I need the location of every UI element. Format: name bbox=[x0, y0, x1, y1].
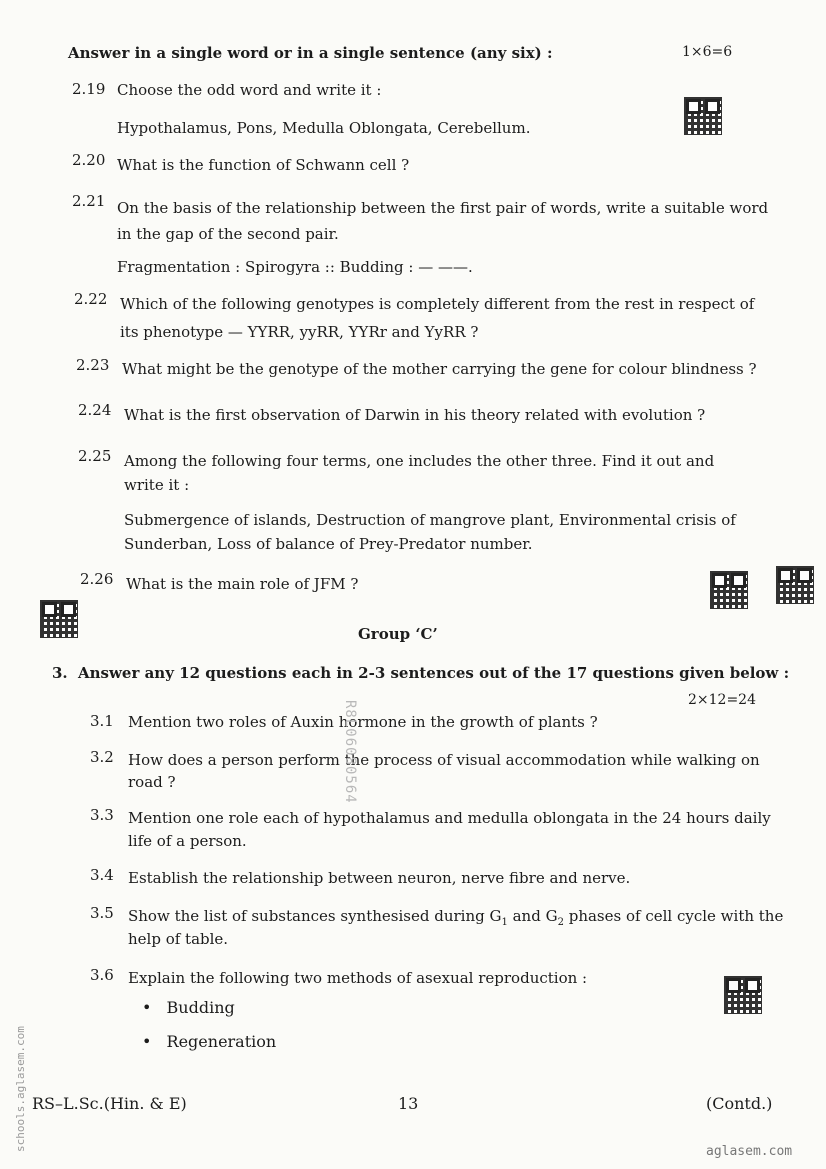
question-text: What might be the genotype of the mother carrying the gene for colour blindness ? bbox=[122, 360, 757, 378]
section-heading: Answer in a single word or in a single sentence (any six) : bbox=[68, 44, 553, 62]
qr-code-icon bbox=[724, 976, 762, 1014]
question-number: 2.19 bbox=[72, 80, 106, 98]
qr-code-icon bbox=[710, 571, 748, 609]
watermark-code: R8L06080564 bbox=[342, 700, 358, 804]
question-number: 2.21 bbox=[72, 192, 106, 210]
qr-code-icon bbox=[40, 600, 78, 638]
question-text: What is the main role of JFM ? bbox=[126, 575, 359, 593]
question-text: Establish the relationship between neuron, nerve fibre and nerve. bbox=[128, 869, 631, 887]
question-text: On the basis of the relationship between the first pair of words, write a suitable word bbox=[117, 199, 769, 217]
question-text: What is the first observation of Darwin in his theory related with evolution ? bbox=[124, 406, 706, 424]
question-text-cont: in the gap of the second pair. bbox=[117, 225, 339, 243]
question-text: Among the following four terms, one includes the other three. Find it out and bbox=[124, 452, 715, 470]
question-text: What is the function of Schwann cell ? bbox=[117, 156, 410, 174]
question-text: Mention two roles of Auxin hormone in the growth of plants ? bbox=[128, 713, 598, 731]
group-title: Group ‘C’ bbox=[358, 625, 438, 643]
section-marks: 1×6=6 bbox=[682, 44, 733, 60]
qr-code-icon bbox=[684, 97, 722, 135]
question-number: 2.25 bbox=[78, 447, 112, 465]
bullet-dot-icon: • bbox=[142, 1032, 152, 1051]
question-number: 3.4 bbox=[90, 866, 114, 884]
question-number: 3.3 bbox=[90, 806, 114, 824]
footer-contd: (Contd.) bbox=[706, 1094, 773, 1113]
question-number: 2.22 bbox=[74, 290, 108, 308]
section-heading: Answer any 12 questions each in 2-3 sentences out of the 17 questions given below : bbox=[78, 664, 790, 682]
question-text: Show the list of substances synthesised during $G_1$ and $G_2$ phases of cell cycle with the bbox=[128, 907, 784, 928]
question-number: 2.20 bbox=[72, 151, 106, 169]
question-text-cont: its phenotype — YYRR, yyRR, YYRr and YyRR ? bbox=[120, 323, 479, 341]
question-number: 3.1 bbox=[90, 712, 114, 730]
question-text-cont: help of table. bbox=[128, 930, 229, 948]
question-text-cont: write it : bbox=[124, 476, 190, 494]
question-options-cont: Sunderban, Loss of balance of Prey-Predator number. bbox=[124, 535, 533, 553]
question-number: 2.26 bbox=[80, 570, 114, 588]
question-text: Which of the following genotypes is completely different from the rest in respect of bbox=[120, 295, 755, 313]
qr-code-icon bbox=[776, 566, 814, 604]
section-marks: 2×12=24 bbox=[688, 692, 756, 708]
bullet-dot-icon: • bbox=[142, 998, 152, 1017]
question-options: Submergence of islands, Destruction of mangrove plant, Environmental crisis of bbox=[124, 511, 736, 529]
question-options: Hypothalamus, Pons, Medulla Oblongata, Cerebellum. bbox=[117, 119, 531, 137]
question-text: Explain the following two methods of asexual reproduction : bbox=[128, 969, 588, 987]
question-text: How does a person perform the process of visual accommodation while walking on bbox=[128, 751, 760, 769]
watermark-site-vertical: schools.aglasem.com bbox=[14, 1026, 27, 1152]
question-text: Mention one role each of hypothalamus and medulla oblongata in the 24 hours daily bbox=[128, 809, 771, 827]
question-text-cont: life of a person. bbox=[128, 832, 247, 850]
question-number: 2.24 bbox=[78, 401, 112, 419]
question-analogy: Fragmentation : Spirogyra :: Budding : — ——. bbox=[117, 258, 473, 276]
question-number: 2.23 bbox=[76, 356, 110, 374]
footer-code: RS–L.Sc.(Hin. & E) bbox=[32, 1094, 187, 1113]
list-item: • Regeneration bbox=[142, 1032, 277, 1051]
list-item: • Budding bbox=[142, 998, 235, 1017]
question-number: 3. bbox=[52, 664, 68, 682]
watermark-site: aglasem.com bbox=[706, 1144, 793, 1159]
question-number: 3.2 bbox=[90, 748, 114, 766]
question-text: Choose the odd word and write it : bbox=[117, 81, 382, 99]
question-text-cont: road ? bbox=[128, 773, 176, 791]
page-number: 13 bbox=[398, 1094, 419, 1113]
question-number: 3.6 bbox=[90, 966, 114, 984]
question-number: 3.5 bbox=[90, 904, 114, 922]
